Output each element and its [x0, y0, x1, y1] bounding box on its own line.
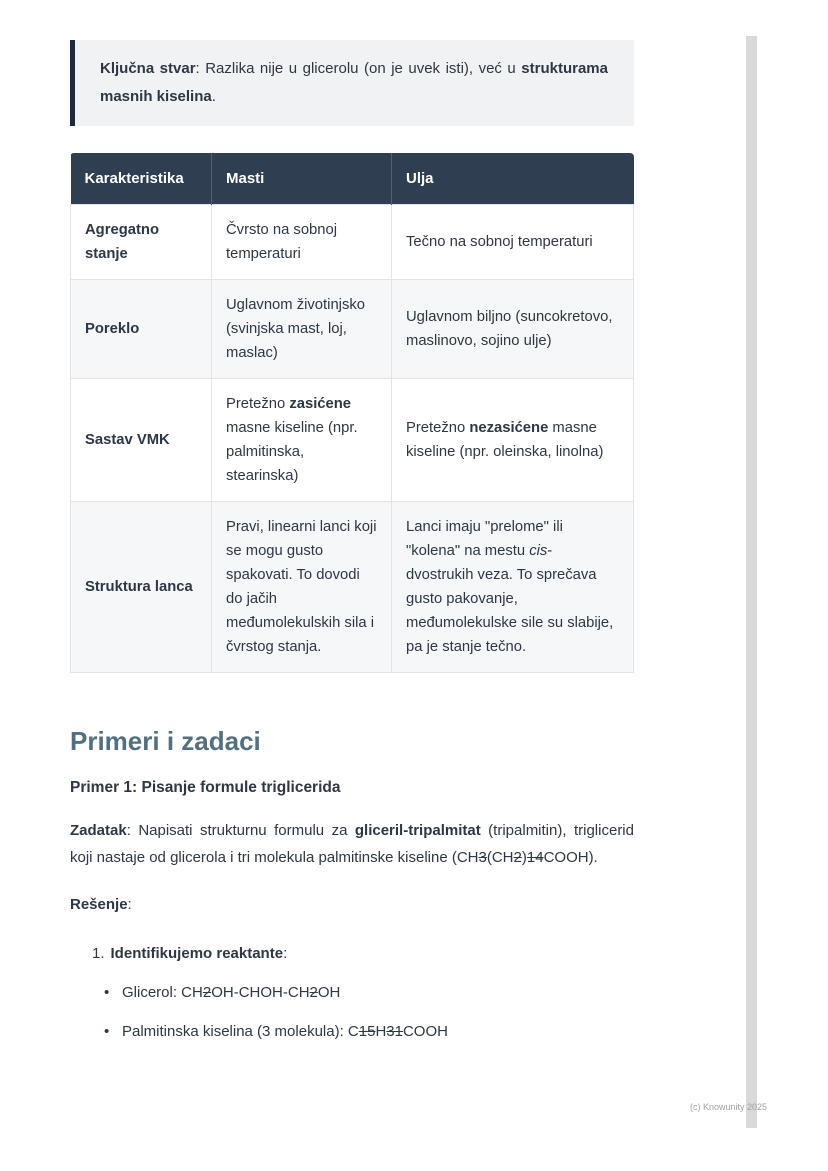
row-label: Sastav VMK [71, 379, 212, 502]
formula-text: Glicerol: CH [122, 984, 203, 1001]
table-cell: Pravi, linearni lanci koji se mogu gusto spakovati. To dovodi do jačih međumolekulskih sila i čvrstog stanja. [212, 502, 392, 673]
table-cell: Tečno na sobnoj temperaturi [392, 205, 634, 280]
bullet-text [122, 1018, 448, 1045]
table-cell: Uglavnom životinjsko (svinjska mast, loj, maslac) [212, 280, 392, 379]
cell-italic-text: cis [529, 543, 548, 559]
bullet-icon: • [104, 1023, 110, 1040]
table-cell: Čvrsto na sobnoj temperaturi [212, 205, 392, 280]
column-header-ulja: Ulja [392, 153, 634, 205]
row-label: Agregatno stanje [71, 205, 212, 280]
solution-colon: : [127, 896, 132, 913]
callout-text-part: : Razlika nije u glicerolu (on je uvek isti), već u [195, 60, 522, 77]
formula-text: Palmitinska kiselina (3 molekula): C [122, 1023, 359, 1040]
numbered-list-item [70, 940, 634, 967]
table-row [71, 502, 634, 673]
formula-text: OH-CHOH-CH [211, 984, 310, 1001]
cell-text: Pretežno [406, 420, 470, 436]
callout-bold-emphasis: strukturama masnih kiselina [100, 60, 608, 105]
callout-bold-lead: Ključna stvar [100, 60, 196, 77]
column-header-masti: Masti [212, 153, 392, 205]
bullet-list-item [70, 1018, 634, 1045]
formula-subscript: 2 [513, 849, 522, 866]
section-title: Primeri i zadaci [70, 726, 261, 756]
cell-text: masne kiseline (npr. palmitinska, stearinska) [226, 420, 358, 484]
formula-subscript: 2 [309, 984, 318, 1001]
compound-name: gliceril-tripalmitat [354, 822, 481, 839]
formula-text: OH [317, 984, 341, 1001]
copyright-credit: (c) Knowunity 2025 [690, 1102, 768, 1112]
example-title: Primer 1: Pisanje formule triglicerida [70, 779, 341, 796]
formula-subscript: 3 [478, 849, 487, 866]
bullet-icon: • [104, 984, 110, 1001]
formula-text: H [375, 1023, 387, 1040]
row-label: Poreklo [71, 280, 212, 379]
column-header-karakteristika: Karakteristika [71, 153, 212, 205]
table-header-row [71, 153, 634, 205]
table-row [71, 280, 634, 379]
formula-subscript: 31 [386, 1023, 403, 1040]
task-text: : Napisati strukturnu formulu za [126, 822, 355, 839]
cell-bold-text: zasićene [289, 396, 352, 412]
callout-text-end: . [211, 88, 216, 105]
cell-text: Pretežno [226, 396, 290, 412]
masti-ulja-comparison-table [70, 153, 634, 673]
bullet-text [122, 979, 340, 1006]
list-item-text: : [283, 945, 288, 962]
cell-text: Lanci imaju "prelome" ili "kolena" na mestu [406, 519, 563, 559]
table-cell [212, 379, 392, 502]
cell-bold-text: nezasićene [469, 420, 549, 436]
table-row [71, 379, 634, 502]
solution-label [70, 891, 634, 918]
document-content [70, 0, 634, 1045]
formula-subscript: 14 [526, 849, 544, 866]
vertical-scrollbar[interactable] [746, 36, 757, 1128]
row-label: Struktura lanca [71, 502, 212, 673]
bullet-list-item [70, 979, 634, 1006]
task-text: (tripalmitin), triglicerid koji nastaje od glicerola i tri molekula palmitinske kiseline (CH [70, 822, 634, 866]
cell-text: masne kiseline (npr. oleinska, linolna) [406, 420, 604, 460]
table-cell: Uglavnom biljno (suncokretovo, maslinovo, sojino ulje) [392, 280, 634, 379]
task-text: COOH). [543, 849, 598, 866]
formula-subscript: 2 [202, 984, 212, 1001]
table-cell [392, 502, 634, 673]
task-label: Zadatak [70, 822, 127, 839]
key-point-callout [70, 40, 634, 126]
list-item-bold: Identifikujemo reaktante [110, 945, 284, 962]
formula-text: COOH [402, 1023, 448, 1040]
callout-text [100, 55, 608, 111]
list-number: 1. [92, 945, 105, 962]
task-text: (CH [486, 849, 514, 866]
formula-subscript: 15 [358, 1023, 376, 1040]
task-text: ) [521, 849, 527, 866]
table-cell [392, 379, 634, 502]
table-row [71, 205, 634, 280]
task-paragraph [70, 817, 634, 871]
solution-bold: Rešenje [70, 896, 128, 913]
cell-text: -dvostrukih veza. To sprečava gusto pakovanje, međumolekulske sile su slabije, pa je stanje tečno. [406, 543, 614, 655]
